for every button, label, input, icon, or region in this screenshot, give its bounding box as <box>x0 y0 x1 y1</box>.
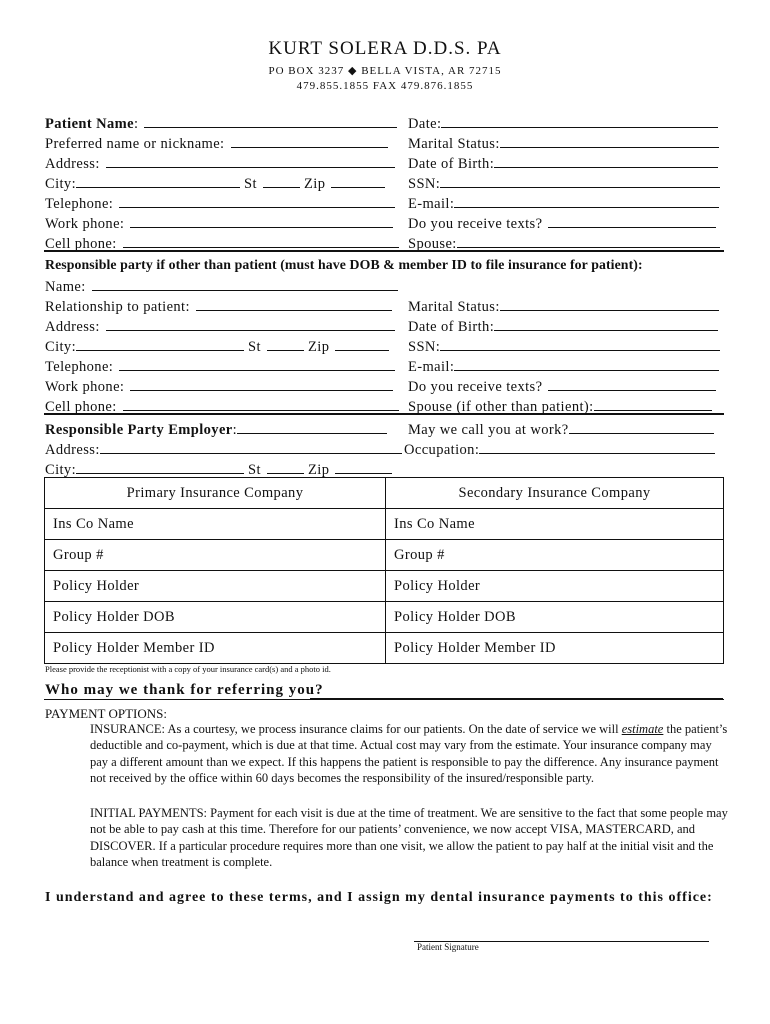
referral-divider <box>44 699 724 700</box>
employer-st-label: St <box>248 462 261 478</box>
responsible-ssn-field[interactable] <box>440 336 720 351</box>
occupation-field[interactable] <box>479 439 715 454</box>
patient-dob-label: Date of Birth: <box>408 156 495 172</box>
responsible-email-label: E-mail: <box>408 359 455 375</box>
employer-row <box>45 419 387 439</box>
signature-label: Patient Signature <box>417 942 479 952</box>
employer-label: Responsible Party Employer <box>45 422 233 438</box>
insurance-card-note: Please provide the receptionist with a copy of your insurance card(s) and a photo id. <box>45 664 331 674</box>
patient-cell-phone-field[interactable] <box>123 233 399 248</box>
employer-zip-field[interactable] <box>335 459 392 474</box>
responsible-cell-phone-field[interactable] <box>123 396 399 411</box>
agreement-statement: I understand and agree to these terms, and I assign my dental insurance payments to this office: <box>45 890 713 905</box>
responsible-dob-label: Date of Birth: <box>408 319 495 335</box>
date-field[interactable] <box>441 113 718 128</box>
responsible-address-row <box>45 316 395 336</box>
insurance-paragraph-start: INSURANCE: As a courtesy, we process insurance claims for our patients. On the date of service we will <box>90 722 619 736</box>
referral-label: Who may we thank for referring you? <box>45 682 324 698</box>
responsible-name-field[interactable] <box>92 276 398 291</box>
patient-city-row <box>45 173 385 193</box>
patient-st-field[interactable] <box>263 173 300 188</box>
patient-city-label: City: <box>45 176 77 192</box>
employer-colon: : <box>232 422 238 438</box>
patient-name-row <box>45 113 397 133</box>
employer-field[interactable] <box>237 419 387 434</box>
date-row <box>408 113 718 133</box>
responsible-ssn-row <box>408 336 720 356</box>
responsible-address-field[interactable] <box>106 316 395 331</box>
section-divider <box>44 250 724 252</box>
responsible-st-field[interactable] <box>267 336 304 351</box>
patient-work-phone-row <box>45 213 393 233</box>
occupation-row <box>404 439 715 459</box>
secondary-member-id-cell[interactable]: Policy Holder Member ID <box>386 633 724 664</box>
estimate-word: estimate <box>621 722 664 736</box>
responsible-dob-field[interactable] <box>494 316 718 331</box>
responsible-spouse-label: Spouse (if other than patient): <box>408 399 594 415</box>
secondary-policy-holder-dob-cell[interactable]: Policy Holder DOB <box>386 602 724 633</box>
patient-marital-row <box>408 133 719 153</box>
employer-st-field[interactable] <box>267 459 304 474</box>
patient-address-field[interactable] <box>106 153 395 168</box>
patient-work-phone-label: Work phone: <box>45 216 125 232</box>
table-row <box>45 633 724 664</box>
responsible-city-label: City: <box>45 339 77 355</box>
initial-payments-paragraph: INITIAL PAYMENTS: Payment for each visit is due at the time of treatment. We are sensitive to the fact that some people may not be able to pay cash at this time. Therefore for our patients’ convenience, we now accept VISA, MASTERCARD, and DISCOVER. If a particular procedure requires more than one visit, we allow the patient to pay half at the initial visit and the balance when treatment is complete. <box>90 806 728 869</box>
patient-spouse-label: Spouse: <box>408 236 457 252</box>
patient-email-label: E-mail: <box>408 196 455 212</box>
patient-dob-row <box>408 153 718 173</box>
employer-address-field[interactable] <box>100 439 402 454</box>
responsible-work-phone-row <box>45 376 393 396</box>
patient-telephone-label: Telephone: <box>45 196 114 212</box>
secondary-policy-holder-cell[interactable]: Policy Holder <box>386 571 724 602</box>
responsible-marital-label: Marital Status: <box>408 299 500 315</box>
table-row <box>45 509 724 540</box>
responsible-marital-row <box>408 296 719 316</box>
table-row <box>45 571 724 602</box>
practice-phones: 479.855.1855 FAX 479.876.1855 <box>296 80 474 92</box>
insurance-paragraph-end: the patient’s deductible and co-payment, which is due at that time. Actual cost may vary from the estimate. Your insurance company may pay a different amount than we expect. If this happens the patient is responsible to pay the difference. Any insurance payment not received by the office within 60 days becomes the responsibility of the insured/responsible party. <box>90 722 728 785</box>
responsible-dob-row <box>408 316 718 336</box>
preferred-name-row <box>45 133 388 153</box>
patient-texts-label: Do you receive texts? <box>408 216 543 232</box>
date-label: Date: <box>408 116 442 132</box>
responsible-telephone-label: Telephone: <box>45 359 114 375</box>
responsible-address-label: Address: <box>45 319 100 335</box>
patient-zip-field[interactable] <box>331 173 385 188</box>
responsible-zip-field[interactable] <box>335 336 389 351</box>
patient-ssn-field[interactable] <box>440 173 720 188</box>
responsible-telephone-field[interactable] <box>119 356 395 371</box>
occupation-label: Occupation: <box>404 442 480 458</box>
preferred-name-field[interactable] <box>231 133 388 148</box>
patient-marital-field[interactable] <box>500 133 719 148</box>
patient-spouse-field[interactable] <box>457 233 720 248</box>
relationship-row <box>45 296 392 316</box>
employer-city-field[interactable] <box>76 459 244 474</box>
secondary-group-cell[interactable]: Group # <box>386 540 724 571</box>
responsible-marital-field[interactable] <box>500 296 719 311</box>
patient-cell-phone-label: Cell phone: <box>45 236 117 252</box>
employer-zip-label: Zip <box>308 462 330 478</box>
responsible-telephone-row <box>45 356 395 376</box>
responsible-st-label: St <box>248 339 261 355</box>
practice-address: PO BOX 3237 ◆ BELLA VISTA, AR 72715 <box>268 65 502 77</box>
patient-dob-field[interactable] <box>494 153 718 168</box>
responsible-name-label: Name: <box>45 279 86 295</box>
responsible-city-row <box>45 336 389 356</box>
insurance-paragraph <box>90 721 730 786</box>
table-row <box>45 602 724 633</box>
responsible-email-row <box>408 356 719 376</box>
primary-policy-holder-cell[interactable]: Policy Holder <box>45 571 386 602</box>
relationship-field[interactable] <box>196 296 392 311</box>
insurance-table <box>44 477 724 664</box>
patient-telephone-row <box>45 193 395 213</box>
patient-texts-row <box>408 213 716 233</box>
patient-marital-label: Marital Status: <box>408 136 500 152</box>
primary-member-id-cell[interactable]: Policy Holder Member ID <box>45 633 386 664</box>
responsible-cell-phone-label: Cell phone: <box>45 399 117 415</box>
patient-ssn-label: SSN: <box>408 176 441 192</box>
employer-address-label: Address: <box>45 442 100 458</box>
patient-work-phone-field[interactable] <box>130 213 393 228</box>
patient-st-label: St <box>244 176 257 192</box>
primary-policy-holder-dob-cell[interactable]: Policy Holder DOB <box>45 602 386 633</box>
insurance-header-row <box>45 478 724 509</box>
primary-group-cell[interactable]: Group # <box>45 540 386 571</box>
primary-insurance-header: Primary Insurance Company <box>45 478 386 509</box>
patient-texts-field[interactable] <box>548 213 716 228</box>
responsible-heading: Responsible party if other than patient (must have DOB & member ID to file insurance for patient): <box>45 257 643 272</box>
patient-name-colon: : <box>133 116 139 132</box>
patient-email-field[interactable] <box>454 193 719 208</box>
preferred-name-label: Preferred name or nickname: <box>45 136 225 152</box>
responsible-texts-field[interactable] <box>548 376 716 391</box>
responsible-texts-row <box>408 376 716 396</box>
patient-ssn-row <box>408 173 720 193</box>
call-at-work-row <box>408 419 714 439</box>
patient-zip-label: Zip <box>304 176 326 192</box>
table-row <box>45 540 724 571</box>
call-at-work-field[interactable] <box>569 419 714 434</box>
patient-address-label: Address: <box>45 156 100 172</box>
call-at-work-label: May we call you at work? <box>408 422 569 438</box>
responsible-zip-label: Zip <box>308 339 330 355</box>
employer-city-row <box>45 459 392 479</box>
employer-address-row <box>45 439 402 459</box>
responsible-name-row <box>45 276 398 296</box>
responsible-spouse-field[interactable] <box>594 396 712 411</box>
patient-telephone-field[interactable] <box>119 193 395 208</box>
responsible-email-field[interactable] <box>454 356 719 371</box>
responsible-work-phone-field[interactable] <box>130 376 393 391</box>
relationship-label: Relationship to patient: <box>45 299 190 315</box>
payment-options-heading: PAYMENT OPTIONS: <box>45 706 167 721</box>
patient-name-label: Patient Name <box>45 116 134 132</box>
primary-ins-co-name-cell[interactable]: Ins Co Name <box>45 509 386 540</box>
employer-city-label: City: <box>45 462 77 478</box>
patient-city-field[interactable] <box>76 173 240 188</box>
practice-name: KURT SOLERA D.D.S. PA <box>268 38 502 59</box>
section-divider <box>44 413 724 415</box>
secondary-ins-co-name-cell[interactable]: Ins Co Name <box>386 509 724 540</box>
patient-address-row <box>45 153 395 173</box>
patient-email-row <box>408 193 719 213</box>
responsible-ssn-label: SSN: <box>408 339 441 355</box>
responsible-work-phone-label: Work phone: <box>45 379 125 395</box>
patient-name-field[interactable] <box>144 113 397 128</box>
responsible-city-field[interactable] <box>76 336 244 351</box>
secondary-insurance-header: Secondary Insurance Company <box>386 478 724 509</box>
responsible-texts-label: Do you receive texts? <box>408 379 543 395</box>
